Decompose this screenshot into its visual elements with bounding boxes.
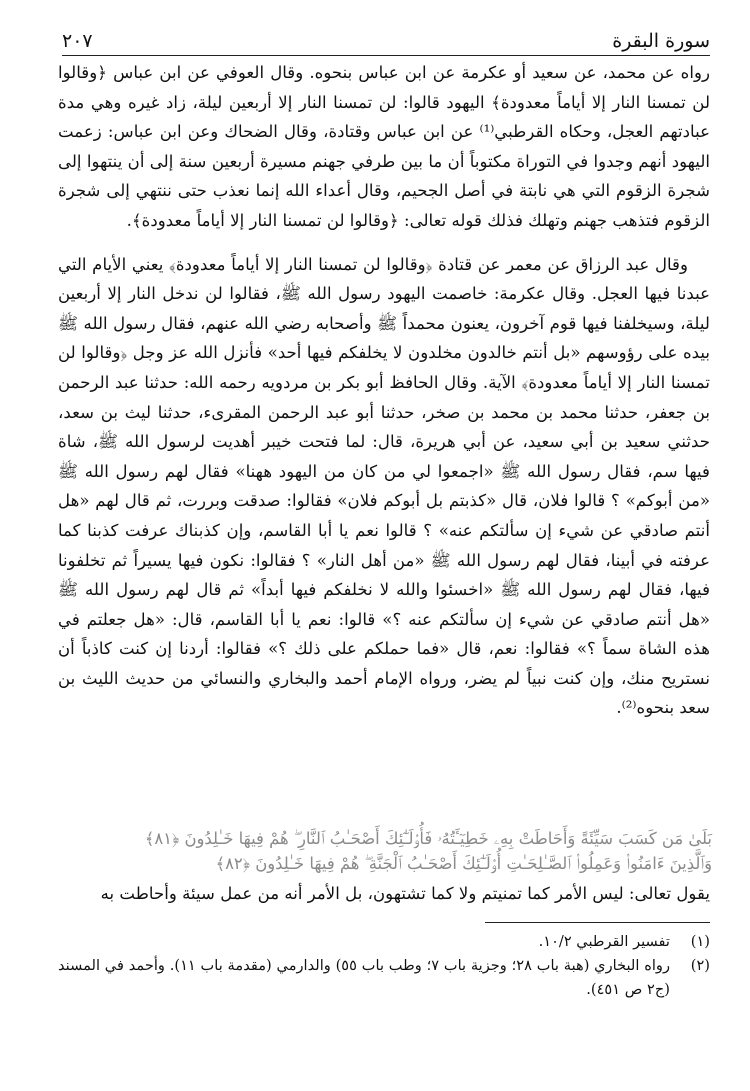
main-text [58,58,710,723]
paragraph-2: وقال عبد الرزاق عن معمر عن قتادة ﴿وقالوا لن تمسنا النار إلا أياماً معدودة﴾ يعني الأيام التي عبدنا فيها العجل. وقال عكرمة: خاصمت اليهود رسول الله ﷺ، فقالوا لن ندخل النار إلا أربعين ليلة، وسيخلفنا فيها قوم آخرون، يعنون محمداً ﷺ وأصحابه رضي الله عنهم، فقال رسول الله ﷺ بيده على رؤوسهم «بل أنتم خالدون مخلدون لا يخلفكم فيها أحد» فأنزل الله عز وجل ﴿وقالوا لن تمسنا النار إلا أياماً معدودة﴾ الآية. وقال الحافظ أبو بكر بن مردويه رحمه الله: حدثنا عبد الرحمن بن جعفر، حدثنا محمد بن محمد بن صخر، حدثنا أبو عبد الرحمن المقرىء، حدثنا ليث بن سعد، حدثني سعيد بن أبي سعيد، عن أبي هريرة، قال: لما فتحت خيبر أهديت لرسول الله ﷺ، شاة فيها سم، فقال رسول الله ﷺ «اجمعوا لي من كان من اليهود ههنا» فقال لهم رسول الله ﷺ «من أبوكم» ؟ قالوا فلان، قال «كذبتم بل أبوكم فلان» فقالوا: صدقت وبررت، ثم قال لهم «هل أنتم صادقي عن شيء إن سألتكم عنه» ؟ قالوا نعم يا أبا القاسم، وإن كذبناك عرفت كذبنا كما عرفته في أبينا، فقال لهم رسول الله ﷺ «من أهل النار» ؟ فقالوا: نكون فيها يسيراً ثم تخلفونا فيها، فقال لهم رسول الله ﷺ «اخسئوا والله لا نخلفكم فيها أبداً» ثم قال لهم رسول الله ﷺ «هل أنتم صادقي عن شيء إن سألتكم عنه ؟» قالوا: نعم يا أبا القاسم، قال: «هل جعلتم في هذه الشاة سماً ؟» فقالوا: نعم، قال «فما حملكم على ذلك ؟» فقالوا: أردنا إن كنت كاذباً أن نستريح منك، وإن كنت نبياً لم يضر، ورواه الإمام أحمد والبخاري والنسائي من حديث الليث بن سعد بنحوه⁽²⁾. [58,254,710,718]
footnote-mark: (١) [690,933,710,950]
surah-title: سورة البقرة [612,30,710,52]
footnote-1 [58,930,710,954]
footnote-divider [485,922,710,923]
footnote-2 [58,954,710,1002]
verse-line-82: وَٱلَّذِينَ ءَامَنُوا۟ وَعَمِلُوا۟ ٱلصَّـٰلِحَـٰتِ أُو۟لَـٰٓئِكَ أَصْحَـٰبُ ٱلْجَنَّةِ ۖ هُمْ فِيهَا خَـٰلِدُونَ ﴿٨٢﴾ [215,854,712,873]
footnote-mark: (٢) [690,957,710,974]
commentary-text: يقول تعالى: ليس الأمر كما تمنيتم ولا كما تشتهون، بل الأمر أنه من عمل سيئة وأحاطت به [100,884,710,903]
verse-line-81: بَلَىٰ مَن كَسَبَ سَيِّئَةً وَأَحَاطَتْ بِهِۦ خَطِيٓـَٔتُهُۥ فَأُو۟لَـٰٓئِكَ أَصْحَـٰبُ ٱلنَّارِ ۖ هُمْ فِيهَا خَـٰلِدُونَ ﴿٨١﴾ [144,829,712,848]
page-number: ٢٠٧ [62,30,93,52]
quran-verse [60,826,712,876]
footnote-text: تفسير القرطبي ١٠/٢. [538,933,670,950]
footnotes [58,930,710,1002]
footnote-text: رواه البخاري (هبة باب ٢٨؛ وجزية باب ٧؛ وطب باب ٥٥) والدارمي (مقدمة باب ١١). وأحمد في المسند (ج٢ ص ٤٥١). [58,957,670,998]
page-header [62,22,710,56]
paragraph-1: رواه عن محمد، عن سعيد أو عكرمة عن ابن عباس بنحوه. وقال العوفي عن ابن عباس ﴿وقالوا لن تمسنا النار إلا أياماً معدودة﴾ اليهود قالوا: لن تمسنا النار إلا أربعين ليلة، زاد غيره وهي مدة عبادتهم العجل، وحكاه القرطبي⁽¹⁾ عن ابن عباس وقتادة، وقال الضحاك وعن ابن عباس: زعمت اليهود أنهم وجدوا في التوراة مكتوباً أن ما بين طرفي جهنم مسيرة أربعين سنة إلى أن ينتهوا إلى شجرة الزقوم التي هي نابتة في أصل الجحيم، وقال أعداء الله إنما نعذب حتى ننتهي إلى شجرة الزقوم فتذهب جهنم وتهلك فذلك قوله تعالى: ﴿وقالوا لن تمسنا النار إلا أياماً معدودة﴾. [58,63,710,230]
